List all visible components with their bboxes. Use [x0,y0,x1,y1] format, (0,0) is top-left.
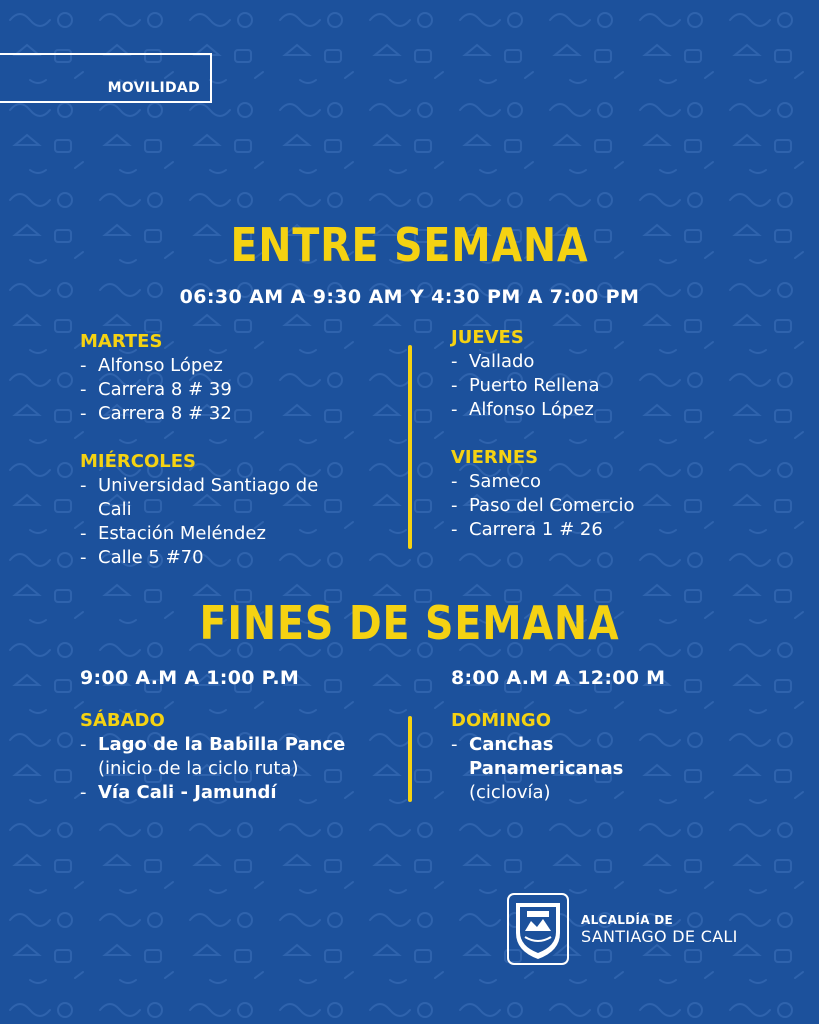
badge-label: MOVILIDAD [107,80,200,96]
list-item: - Paso del Comercio [451,494,771,518]
list-item-continuation: Cali [98,499,132,520]
list-item: - Alfonso López [80,354,400,378]
logo-text [581,913,738,946]
logo-line-1: ALCALDÍA DE [581,912,674,927]
day-label-tuesday: MARTES [80,331,163,352]
weekend-divider [408,716,412,802]
weekday-title: ENTRE SEMANA [230,218,589,272]
list-item: - Carrera 1 # 26 [451,518,771,542]
day-label-friday: VIERNES [451,447,539,468]
list-item: - Estación Meléndez [80,522,400,546]
list-item-note: (inicio de la ciclo ruta) [98,758,299,779]
day-label-wednesday: MIÉRCOLES [80,451,197,472]
sunday-hours: 8:00 A.M A 12:00 M [451,667,666,689]
route-name-continuation: Panamericanas [469,758,624,779]
route-name: Lago de la Babilla Pance [98,734,346,755]
wednesday-list [80,474,400,570]
weekday-right-column [451,326,771,542]
logo-line-2: SANTIAGO DE CALI [581,926,738,946]
thursday-list [451,350,771,422]
list-item: - Vallado [451,350,771,374]
list-item [451,733,751,757]
list-item: - Carrera 8 # 32 [80,402,400,426]
saturday-list [80,733,390,805]
list-item-continuation [451,757,751,781]
sunday-column [451,709,751,805]
list-item [80,781,390,805]
list-item: - Alfonso López [451,398,771,422]
section-badge [0,53,212,103]
weekend-title: FINES DE SEMANA [199,596,620,650]
day-label-thursday: JUEVES [451,327,524,348]
route-name: Vía Cali - Jamundí [98,782,277,803]
tuesday-list [80,354,400,426]
weekday-divider [408,345,412,549]
list-item: - Puerto Rellena [451,374,771,398]
route-name: Canchas [469,734,554,755]
list-item: - Sameco [451,470,771,494]
weekday-hours: 06:30 AM A 9:30 AM Y 4:30 PM A 7:00 PM [179,286,640,308]
list-item: - Calle 5 #70 [80,546,400,570]
list-item: - Carrera 8 # 39 [80,378,400,402]
list-item-note: (ciclovía) [469,782,551,803]
footer-logo [507,893,738,965]
day-label-sunday: DOMINGO [451,710,551,731]
saturday-column [80,709,390,805]
day-label-saturday: SÁBADO [80,710,165,731]
friday-list [451,470,771,542]
saturday-hours: 9:00 A.M A 1:00 P.M [80,667,300,689]
weekday-left-column [80,330,400,570]
coat-of-arms-icon [507,893,569,965]
sunday-list [451,733,751,805]
list-item: - Universidad Santiago de [80,474,400,498]
list-item [80,733,390,757]
